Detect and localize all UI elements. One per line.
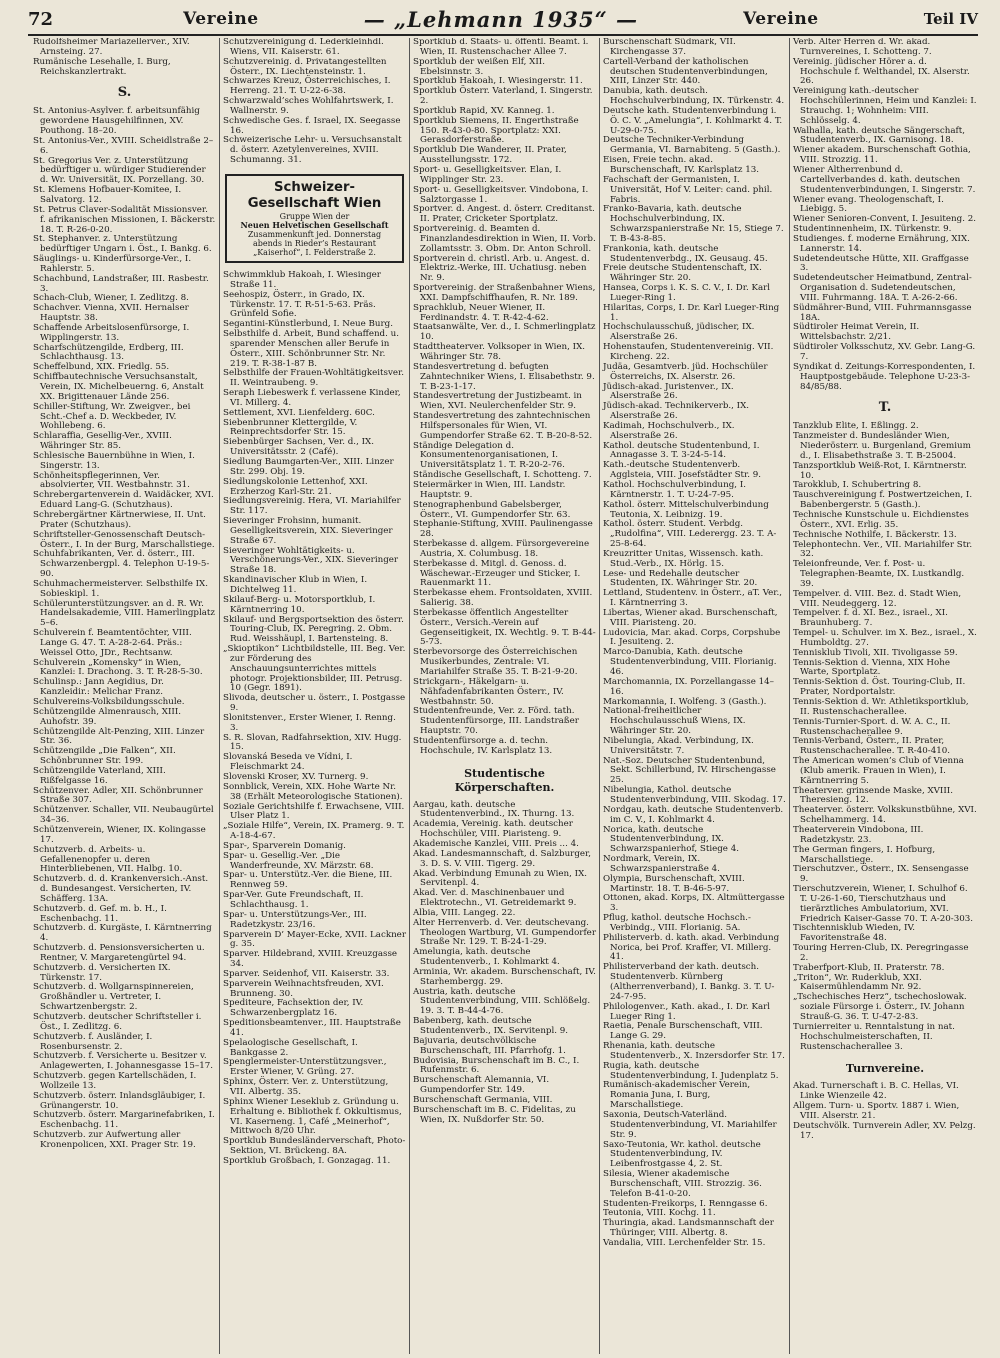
directory-entry: St. Antonius-Ver., XVIII. Scheidlstraße 2–6. [33, 135, 214, 156]
directory-entry: Schrebergärtner Kärtnerwiese, II. Unt. Prater (Schutzhaus). [33, 509, 206, 530]
directory-entry: Verb. Alter Herren d. Wr. akad. Turnvereines, I. Schotteng. 7. [793, 38, 932, 57]
directory-entry: Tauschvereinigung f. Postwertzeichen, I. Babenbergerstr. 5 (Gasth.). [793, 490, 973, 511]
directory-entry: Tarokklub, I. Schubertring 8. [793, 480, 922, 491]
directory-entry: Deutsche Techniker-Verbindung Germania, VI. Barnabiteng. 5 (Gasth.). [603, 135, 781, 156]
advert-line-3: „Kaiserhof“, I. Felderstraße 2. [253, 247, 376, 257]
directory-entry: Burschenschaft im B. C. Fidelitas, zu Wien, IX. Nußdorfer Str. 50. [413, 1104, 576, 1125]
directory-entry: Kadimah, Hochschulverb., IX. Alserstraße 26. [603, 420, 735, 441]
directory-entry: Tanzsportklub Weiß-Rot, I. Kärntnerstr. 10. [793, 460, 967, 481]
directory-entry: Hansea, Corps i. K. S. C. V., I. Dr. Karl Lueger-Ring 1. [603, 283, 771, 303]
directory-entry: Schutzverb. österr. Inlandsgläubiger, I. Grünangerstr. 10. [33, 1090, 206, 1111]
directory-entry: Sparverein D’ Mayer-Ecke, XVII. Lackner g. 35. [223, 929, 406, 950]
directory-entry: Nat.-Soz. Deutscher Studentenbund, Sekt. Schillerbund, IV. Hirschengasse 25. [603, 755, 776, 786]
directory-entry: Tennis-Turnier-Sport. d. W. A. C., II. Rustenschacherallee 9. [793, 716, 951, 737]
directory-entry: Jüdisch-akad. Juristenver., IX. Alserstraße 26. [603, 381, 734, 402]
directory-entry: Settlement, XVI. Lienfelderg. 60C. [223, 407, 375, 418]
directory-entry: Schutzvereinig. d. Privatangestellten Österr., IX. Liechtensteinstr. 1. [223, 56, 387, 77]
directory-entry: Schönheitspflegerinnen, Ver. absolvierter, VII. Westbahnstr. 31. [33, 470, 190, 491]
directory-entry: St. Antonius-Asylver. f. arbeitsunfähig gewordene Hausgehilfinnen, XV. Pouthong. 18–20. [33, 106, 200, 137]
directory-entry: Vereinigung kath.-deutscher Hochschülerinnen, Heim und Kanzlei: I. Strauchg. 1; Wohnheim: VIII. Schlösselg. 4. [793, 86, 977, 126]
directory-entry: Lese- und Redehalle deutscher Studenten, IX. Währinger Str. 20. [603, 568, 758, 589]
directory-entry: Schrebergartenverein d. Waidäcker, XVI. Eduard Lang-G. (Schutzhaus). [33, 490, 214, 511]
directory-entry: Theaterver. grinsende Maske, XVIII. Theresieng. 12. [793, 785, 953, 806]
directory-entry: Sport- u. Geselligkeitsver. Vindobona, I. Salztorgasse 1. [413, 184, 589, 205]
advert-title: Schweizer-Gesellschaft Wien [247, 179, 382, 211]
directory-entry: Schützengilde „Die Falken“, XII. Schönbrunner Str. 199. [33, 746, 176, 767]
directory-entry: The American women’s Club of Vienna (Klub amerik. Frauen in Wien), I. Kärntnerring 5. [793, 756, 964, 786]
directory-entry: St. Klemens Hofbauer-Komitee, I. Salvatorg. 12. [33, 185, 182, 205]
directory-entry: Tennisklub Tivoli, XII. Tivoligasse 59. [793, 647, 958, 658]
directory-entry: Sterbekasse öffentlich Angestellter Österr., Versich.-Verein auf Gegenseitigkeit, IX. Wechtlg. 9. T. B-44-5-73. [413, 607, 596, 648]
directory-entry: Walhalla, kath. deutsche Sängerschaft, Studentenverb., IX. Garnisong. 18. [793, 125, 965, 146]
directory-entry: Schutzverb. d. Arbeits- u. Gefallenenopfer u. deren Hinterbliebenen, VII. Halbg. 10. [33, 844, 183, 875]
directory-entry: Studienges. f. moderne Ernährung, XIX. Lannerstr. 14. [793, 233, 970, 254]
directory-entry: Vandalia, VIII. Lerchenfelder Str. 15. [603, 1237, 766, 1248]
directory-entry: Schützenver. Schaller, VII. Neubaugürtel 34–36. [33, 805, 214, 826]
directory-entry: Kathol. österr. Student. Verbdg. „Rudolfina“, VIII. Lederergg. 23. T. A-25-8-64. [603, 519, 777, 550]
directory-entry: Ständige Delegation d. Konsumentenorganisationen, I. Universitätsplatz 1. T. R-20-2-76. [413, 440, 565, 471]
directory-entry: Strickgarn-, Häkelgarn- u. Nähfadenfabrikanten Österr., IV. Westbahnstr. 50. [413, 676, 564, 707]
directory-entry: Schlaraffia, Gesellig-Ver., XVIII. Währinger Str. 85. [33, 431, 172, 452]
directory-entry: Schützenverein, Wiener, IX. Kolingasse 17. [33, 824, 206, 845]
directory-entry: Kath.-deutsche Studentenverb. Agglsteia, VIII. Josefstädter Str. 9. [603, 460, 762, 481]
directory-entry: Schwarzwald’sches Wohlfahrtswerk, I. Wallnerstr. 9. [223, 96, 394, 116]
directory-entry: Franko-Bavaria, kath. deutsche Hochschulverbindung, IX. Schwarzspanierstraße Nr. 15, Stiege 7. T. B-43-8-85. [603, 204, 784, 244]
directory-entry: Telephontechn. Ver., VII. Mariahilfer Str. 32. [793, 539, 973, 560]
directory-entry: Stadttheaterver. Volksoper in Wien, IX. Währinger Str. 78. [413, 342, 586, 362]
advert-subtitle-2: Neuen Helvetischen Gesellschaft [240, 219, 389, 230]
directory-entry: Südtiroler Volksschutz, XV. Gebr. Lang-G. 7. [793, 342, 976, 362]
column-1 [30, 38, 220, 1354]
directory-entry: Schachbund, Landstraßer, III. Rasbestr. 3. [33, 273, 209, 294]
directory-entry: Wiener akadem. Burschenschaft Gothia, VIII. Strozzig. 11. [793, 145, 971, 166]
directory-entry: Siedlung Baumgarten-Ver., XIII. Linzer Str. 299. Obj. 19. [223, 457, 394, 477]
section-label-right: Vereine [743, 9, 819, 29]
directory-entry: „Soziale Hilfe“, Verein, IX. Pramerg. 9. T. A-18-4-67. [223, 821, 405, 842]
directory-entry: Schiller-Stiftung, Wr. Zweigver., bei Scht.-Chef a. D. Weckbeder, IV. Wohllebeng. 6. [33, 401, 191, 432]
directory-entry: National-freiheitlicher Hochschulausschuß Wiens, IX. Währinger Str. 20. [603, 706, 746, 737]
directory-entry: Schutzverb. d. Pensionsversicherten u. Rentner, V. Margaretengürtel 94. [33, 943, 205, 963]
directory-entry: Academia, Vereinig. kath. deutscher Hochschüler, VIII. Piaristeng. 9. [413, 819, 573, 840]
directory-entry: Philisterverb. d. kath. akad. Verbindung Norica, bei Prof. Kraffer, VI. Millerg. 41. [603, 932, 780, 963]
directory-entry: Spelaologische Gesellschaft, I. Bankgasse 2. [223, 1037, 358, 1058]
directory-entry: Sportvereinig. der Straßenbahner Wiens, XXI. Dampfschiffhaufen, R. Nr. 189. [413, 283, 596, 303]
directory-entry: Sportklub der weißen Elf, XII. Ebelsinnstr. 3. [413, 56, 545, 77]
directory-entry: Rumänisch-akademischer Verein, Romania Juna, I. Burg, Marschallstiege. [603, 1080, 751, 1111]
directory-entry: Schützengilde Vaterland, XIII. Rißfelgasse 16. [33, 765, 166, 786]
directory-entry: Danubia, kath. deutsch. Hochschulverbindung, IX. Türkenstr. 4. [603, 86, 785, 107]
directory-entry: Technische Kunstschule u. Eichdienstes Österr., XVI. Erlig. 35. [793, 509, 969, 530]
directory-entry: Philologenver., Kath. akad., I. Dr. Karl Lueger Ring 1. [603, 1001, 771, 1022]
directory-entry: Nordmark, Verein, IX. Schwarzspanierstraße 4. [603, 854, 720, 874]
directory-entry: Akad. Ver. d. Maschinenbauer und Elektrotechn., VI. Getreidemarkt 9. [413, 888, 577, 909]
directory-entry: Siedlungskolonie Lettenhof, XXI. Erzherzog Karl-Str. 21. [223, 476, 368, 497]
directory-entry: Schiffbautechnische Versuchsanstalt, Verein, IX. Michelbeuerng. 6, Anstalt XX. Brigittenauer Lände 256. [33, 372, 204, 402]
section-label-left: Vereine [183, 9, 259, 29]
directory-entry: „Triton“, Wr. Ruderklub, XXI. Kaisermühlendamm Nr. 92. [793, 972, 922, 993]
directory-entry: Schutzverb. d. Kurgäste, I. Kärntnerring 4. [33, 923, 212, 944]
advert-line-1: Zusammenkunft jed. Donnerstag [247, 229, 382, 239]
directory-entry: Saxonia, Deutsch-Vaterländ. Studentenverbindung, VI. Mariahilfer Str. 9. [603, 1109, 777, 1140]
directory-entry: Sparverein Weihnachtsfreuden, XVI. Brunneng. 30. [223, 978, 384, 999]
directory-entry: Skilauf- und Bergsportsektion des österr. Touring-Club, IX. Peregring. 2. Obm. Rud. Weisshäupl, I. Bartensteing. 8. [223, 614, 404, 645]
directory-entry: Spediteure, Fachsektion der, IV. Schwarzenbergplatz 16. [223, 998, 364, 1019]
directory-entry: Kathol. deutsche Studentenbund, I. Annagasse 3. T. 3-24-5-14. [603, 440, 760, 461]
directory-entry: Ottonen, akad. Korps, IX. Altmüttergasse 3. [603, 893, 785, 914]
directory-entry: Selbsthilfe der Frauen-Wohltätigkeitsver. II. Weintraubeng. 9. [223, 368, 405, 389]
directory-entry: Deutsche kath. Studentenverbindung i. Ö. C. V. „Amelungia“, I. Kohlmarkt 4. T. U-29-0-75. [603, 105, 783, 136]
directory-entry: Sphinx Wiener Leseklub z. Gründung u. Erhaltung e. Bibliothek f. Okkultismus, VI. Kaserneng. 1, Café „Meinerhof“, Mittwoch 8/20 Uhr. [223, 1096, 402, 1137]
column-2 [220, 38, 410, 1354]
directory-entry: Turnierreiter u. Renntalstung in nat. Hochschulmeisterschaften, II. Rustenschacherallee 3. [793, 1021, 955, 1052]
advert-subtitle-1: Gruppe Wien der [279, 211, 350, 221]
directory-entry: Hilaritas, Corps, I. Dr. Karl Lueger-Ring 1. [603, 302, 780, 323]
directory-entry: Schulinsp.: Jann Aegidius, Dr. Kanzleidir.: Melichar Franz. [33, 677, 164, 698]
directory-entry: Südmährer-Bund, VIII. Fuhrmannsgasse 18A. [793, 302, 972, 323]
directory-entry: „Skioptikon“ Lichtbildstelle, III. Beg. Ver. zur Förderung des Anschauungsunterrichtes mittels photogr. Projektionsbilder, III. Petrusg. 10 (Gegr. 1891). [223, 644, 406, 694]
directory-entry: Tischtennisklub Wieden, IV. Favoritenstraße 48. [793, 923, 915, 944]
directory-entry: Sonnblick, Verein, XIX. Hohe Warte Nr. 38 (Erhält Meteorologische Stationen). [223, 781, 403, 802]
directory-entry: Tempelver. f. d. XI. Bez., israel., XI. Braunhuberg. 7. [793, 608, 948, 629]
directory-entry: Slovanská Beseda ve Vídni, I. Fleischmarkt 24. [223, 752, 353, 773]
directory-entry: Traberfport-Klub, II. Praterstr. 78. [793, 962, 945, 973]
directory-entry: Schützenver. Adler, XII. Schönbrunner Straße 307. [33, 785, 203, 806]
directory-entry: Studenten-Freikorps, I. Renngasse 6. [603, 1198, 768, 1209]
directory-entry: Teutonia, VIII. Kochg. 11. [603, 1208, 716, 1219]
directory-entry: Spar- u. Unterstütz.-Ver. die Biene, III. Rennweg 59. [223, 870, 393, 891]
directory-entry: Syndikat d. Zeitungs-Korrespondenten, I. Hauptpostgebäude. Telephone U-23-3-84/85/88. [793, 361, 976, 392]
directory-entry: Stephanie-Stiftung, XVIII. Paulinengasse 28. [413, 519, 593, 540]
directory-entry: Akad. Landesmannschaft, d. Salzburger, 3. D. S. V. VIII. Tigerg. 29. [413, 848, 591, 869]
directory-entry: Tempel- u. Schulver. im X. Bez., israel., X. Humboldtg. 27. [793, 628, 977, 648]
directory-entry: Fachschaft der Germanisten, I. Universität, Hof V. Leiter: cand. phil. Fabris. [603, 174, 773, 205]
directory-entry: St. Stephanver. z. Unterstützung bedürftiger Ungarn i. Öst., I. Bankg. 6. [33, 234, 212, 255]
directory-entry: Kreuzritter Unitas, Wissensch. kath. Stud.-Verb., IX. Hörlg. 15. [603, 548, 764, 569]
column-3 [410, 38, 600, 1354]
directory-entry: Nordgau, kath. deutsche Studentenverb. im C. V., I. Kohlmarkt 4. [603, 804, 784, 825]
directory-entry: Tanzmeister d. Bundesländer Wien, Niederösterr. u. Burgenland, Gremium d., I. Elisabethstraße 3. T. B-25004. [793, 431, 971, 461]
directory-entry: Schutzverb. f. Versicherte u. Besitzer v. Anlagewerten, I. Johannesgasse 15–17. [33, 1051, 214, 1072]
directory-entry: „Tschechisches Herz“, tschechoslowak. soziale Fürsorge i. Österr., IV. Johann Strauß-G. 36. T. U-47-2-83. [793, 992, 967, 1022]
directory-entry: Schützengilde Almenrausch, XIII. Auhofstr. 39. [33, 706, 182, 727]
directory-entry: Sterbekasse ehem. Frontsoldaten, XVIII. Salierig. 38. [413, 588, 593, 609]
directory-entry: Sportverein d. christl. Arb. u. Angest. d. Elektriz.-Werke, III. Uchatiusg. neben Nr. 9. [413, 253, 590, 284]
directory-entry: Nibelungia, Kathol. deutsche Studentenverbindung, VIII. Skodag. 17. [603, 785, 786, 805]
directory-entry: Tennis-Sektion d. Vienna, XIX Hohe Warte, Sportplatz. [793, 657, 950, 678]
directory-entry: Teleionfreunde, Ver. f. Post- u. Telegraphen-Beamte, IX. Lustkandlg. 39. [793, 559, 965, 589]
directory-entry: Schutzverb. gegen Kartellschäden, I. Wollzeile 13. [33, 1071, 197, 1091]
directory-entry: Sportklub Hakoah, I. Wiesingerstr. 11. [413, 76, 583, 87]
directory-entry: Frankonia, kath. deutsche Studentenverbdg., IX. Geusaug. 45. [603, 243, 768, 264]
directory-entry: Touring Herren-Club, IX. Peregringasse 2. [793, 943, 969, 963]
directory-entry: Burschenschaft Alemannia, VI. Gumpendorfer Str. 149. [413, 1075, 550, 1096]
directory-entry: Selbsthilfe d. Arbeit, Bund schaffend. u. sparender Menschen aller Berufe in Österr., XIII. Schönbrunner Str. Nr. 219. T. R-38-1-87 B. [223, 329, 400, 369]
directory-entry: Studentenfürsorge a. d. techn. Hochschule, IV. Karlsplatz 13. [413, 735, 553, 756]
directory-entry: Akad. Turnerschaft i. B. C. Hellas, VI. Linke Wienzeile 42. [793, 1081, 959, 1102]
directory-entry: Theaterver. österr. Volkskunstbühne, XVI. Schelhammerg. 14. [793, 805, 977, 826]
part-label: Teil IV [923, 10, 978, 28]
directory-entry: Sieveringer Frohsinn, humanit. Geselligkeitsverein, XIX. Sieveringer Straße 67. [223, 516, 393, 546]
directory-entry: Sportvereinig. d. Beamten d. Finanzlandesdirektion in Wien, II. Vorb. Zollamtsstr. 3. Obm. Dr. Anton Schroll. [413, 224, 596, 254]
directory-entry: Wiener Altherrenbund d. Cartellverbandes d. kath. deutschen Studentenverbindungen, I. Singerstr. 7. [793, 164, 976, 195]
directory-entry: Schwedische Ges. f. Israel, IX. Seegasse 16. [223, 115, 401, 136]
directory-entry: Schutzverb. zur Aufwertung aller Kronenpolicen, XXI. Prager Str. 19. [33, 1130, 196, 1150]
directory-entry: Arminia, Wr. akadem. Burschenschaft, IV. Starhembergg. 29. [413, 966, 596, 987]
directory-entry: Schülerunterstützungsver. an d. R. Wr. Handelsakademie, VIII. Hamerlingplatz 5–6. [33, 598, 215, 629]
directory-entry: Thuringia, akad. Landsmannschaft der Thüringer, VIII. Albertg. 8. [603, 1218, 774, 1239]
directory-entry: Ständische Gesellschaft, I. Schotteng. 7. [413, 470, 592, 481]
column-4 [600, 38, 790, 1354]
directory-entry: Marchomannia, IX. Porzellangasse 14–16. [603, 676, 775, 697]
directory-entry: Spenglermeister-Unterstützungsver., Erster Wiener, V. Grüng. 27. [223, 1057, 387, 1078]
directory-entry: Wiener Senioren-Convent, I. Jesuiteng. 2. [793, 214, 977, 225]
section-heading-t: T. [878, 400, 892, 416]
directory-entry: Seraph Liebeswerk f. verlassene Kinder, VI. Millerg. 4. [223, 388, 401, 408]
directory-entry: Lettland, Studentenv. in Österr., aT. Ver., I. Kärntnerring 3. [603, 588, 783, 609]
directory-entry: Sportklub Großbach, I. Gonzagag. 11. [223, 1155, 391, 1166]
directory-entry: Silesia, Wiener akademische Burschenschaft, VIII. Strozzig. 36. Telefon B-41-0-20. [603, 1169, 762, 1199]
directory-entry: Sterbekasse d. Mitgl. d. Genoss. d. Wäschewar.-Erzeuger und Sticker, I. Rauenmarkt 11. [413, 558, 581, 589]
directory-entry: Amelungia, kath. deutsche Studentenverb., I. Kohlmarkt 4. [413, 947, 560, 968]
directory-entry: Theaterverein Vindobona, III. Radetzkystr. 23. [793, 824, 924, 845]
directory-entry: Hohenstaufen, Studentenvereinig. VII. Kircheng. 22. [603, 342, 774, 362]
section-heading-s: S. [117, 85, 132, 101]
directory-entry: Schutzverb. österr. Margarinefabriken, I. Eschenbachg. 11. [33, 1110, 215, 1131]
directory-entry: Sphinx, Österr. Ver. z. Unterstützung, VII. Albertg. 35. [223, 1077, 389, 1097]
directory-entry: Libertas, Wiener akad. Burschenschaft, VIII. Piaristeng. 20. [603, 607, 778, 628]
directory-entry: Slivoda, deutscher u. österr., I. Postgasse 9. [223, 693, 406, 714]
directory-entry: Akad. Verbindung Emunah zu Wien, IX. Servitenpl. 4. [413, 868, 588, 889]
directory-entry: Standesvertretung des zahntechnischen Hilfspersonales für Wien, VI. Gumpendorfer Straße 62. T. B-20-8-52. [413, 411, 593, 441]
directory-entry: Tierschutzverein, Wiener, I. Schulhof 6. T. U-26-1-60, Tierschutzhaus und tierärztliches Ambulatorium, XVI. Friedrich Kaiser-Gasse 70. T. A-20-303. [793, 884, 974, 924]
directory-entry: Schwimmklub Hakoah, I. Wiesinger Straße 11. [223, 269, 381, 290]
advert-line-2: abends in Rieder’s Restaurant [253, 238, 376, 248]
directory-entry: Studentenfreunde, Ver. z. Förd. tath. Studentenfürsorge, III. Landstraßer Hauptstr. 70. [413, 706, 579, 737]
directory-entry: Sportklub Bundesländerverschaft, Photo-Sektion, VI. Brückeng. 8A. [223, 1136, 406, 1157]
directory-entry: Babenberg, kath. deutsche Studentenverb., IX. Servitenpl. 9. [413, 1016, 569, 1036]
directory-entry: Soziale Gerichtshilfe f. Erwachsene, VIII. Ulser Platz 1. [223, 801, 405, 822]
directory-entry: Saxo-Teutonia, Wr. kathol. deutsche Studentenverbindung, IV. Leibenfrostgasse 4, 2. St. [603, 1139, 761, 1170]
directory-entry: Sparver. Seidenhof, VII. Kaiserstr. 33. [223, 968, 390, 979]
directory-entry: Skandinavischer Klub in Wien, I. Dichtelweg 11. [223, 575, 368, 595]
directory-entry: Schriftsteller-Genossenschaft Deutsch-Österr., I. In der Burg, Marschallstiege. [33, 529, 215, 550]
directory-entry: Sudetendeutscher Heimatbund, Zentral-Organisation d. Sudetendeutschen, VIII. Fuhrmanng. 18A. T. A-26-2-66. [793, 273, 972, 303]
directory-entry: Ludovicia, Mar. akad. Corps, Corpshube I. Jesuiteng. 2. [603, 627, 781, 648]
directory-entry: Norica, kath. deutsche Studentenverbindung, IX. Schwarzspanierhof, Stiege 4. [603, 824, 739, 855]
directory-entry: Standesvertretung der Justizbeamt. in Wien, XVI. Neulerchenfelder Str. 9. [413, 391, 582, 412]
page-number: 72 [28, 8, 54, 30]
directory-entry: Standesvertretung d. befugten Zahntechniker Wiens, I. Elisabethstr. 9. T. B-23-1-17. [413, 361, 595, 392]
page-header [28, 4, 978, 36]
directory-entry: Siebenbrunner Klettergilde, V. Reinprechtsdorfer Str. 15. [223, 417, 358, 438]
directory-entry: Segantini-Künstlerbund, I. Neue Burg. [223, 319, 394, 330]
directory-entry: Sport- u. Geselligkeitsver. Elan, I. Wipplinger Str. 23. [413, 164, 562, 185]
directory-entry: Schachver. Vienna, XVII. Hernalser Hauptstr. 38. [33, 303, 189, 324]
directory-entry: Schutzvereinigung d. Lederkleinhdl. Wiens, VII. Kaiserstr. 61. [223, 38, 384, 57]
directory-entry: Schutzverb. d. Gef. m. b. H., I. Eschenbachg. 11. [33, 903, 167, 924]
directory-entry: Schach-Club, Wiener, I. Zedlitzg. 8. [33, 293, 189, 304]
directory-columns [30, 38, 980, 1354]
directory-entry: Scharfschützengilde, Erdberg, III. Schlachthausg. 13. [33, 342, 184, 363]
directory-entry: Speditionsbeamtenver., III. Hauptstraße 41. [223, 1018, 401, 1038]
directory-entry: Schlesische Bauernbühne in Wien, I. Singerstr. 13. [33, 450, 195, 471]
directory-entry: Slovenski Kroser, XV. Turnerg. 9. [223, 772, 369, 782]
directory-entry: Hochschulausschuß, jüdischer, IX. Alserstraße 26. [603, 322, 755, 343]
directory-entry: Rhenania, kath. deutsche Studentenverb., X. Inzersdorfer Str. 17. [603, 1041, 785, 1061]
directory-entry: Schaffende Arbeitslosenfürsorge, I. Wipplingerstr. 13. [33, 322, 190, 343]
directory-entry: Spar-, Sparverein Domanig. [223, 840, 346, 851]
directory-entry: Schulvereins-Volksbildungsschule. [33, 697, 185, 707]
directory-entry: Burschenschaft Germania, VIII. [413, 1094, 553, 1105]
directory-entry: Deutschvölk. Turnverein Adler, XV. Pelzg. 17. [793, 1120, 976, 1141]
directory-entry: Tennis-Sektion d. Wr. Athletiksportklub, II. Rustenschacherallee. [793, 697, 969, 717]
directory-entry: Raetia, Penale Burschenschaft, VIII. Lange G. 29. [603, 1021, 763, 1042]
directory-entry: Spar- u. Unterstützungs-Ver., III. Radetzkystr. 23/16. [223, 909, 367, 930]
directory-entry: Markomannia, I. Wolfeng. 3 (Gasth.). [603, 696, 767, 707]
directory-entry: Scheffelbund, XIX. Friedlg. 55. [33, 362, 170, 373]
directory-entry: Kathol. Hochschulverbindung, I. Kärntnerstr. 1. T. U-24-7-95. [603, 479, 747, 500]
directory-entry: Eisen, Freie techn. akad. Burschenschaft, IV. Karlsplatz 13. [603, 155, 760, 175]
directory-entry: Austria, kath. deutsche Studentenverbindung, VIII. Schlößelg. 19. 3. T. B-44-4-76. [413, 986, 591, 1017]
directory-entry: Sportklub d. Staats- u. öffentl. Beamt. i. Wien, II. Rustenschacher Allee 7. [413, 38, 589, 57]
directory-entry: Allgem. Turn- u. Sportv. 1887 i. Wien, VIII. Alserstr. 21. [793, 1101, 960, 1121]
directory-entry: Säuglings- u. Kinderfürsorge-Ver., I. Rahlerstr. 5. [33, 254, 192, 274]
directory-entry: Schutzverb. f. Ausländer, I. Rosenbursenstr. 2. [33, 1031, 153, 1052]
directory-entry: Siedlungsvereinig. Hera, VI. Mariahilfer Str. 117. [223, 496, 401, 517]
group-heading-turnvereine: Turnvereine. [845, 1062, 925, 1076]
directory-entry: Sportklub Rapid, XV. Kanneg. 1. [413, 105, 555, 116]
directory-entry: Studentinnenheim, IX. Türkenstr. 9. [793, 224, 952, 235]
directory-entry: Schuhmachermeisterver. Selbsthilfe IX. Sobieskipl. 1. [33, 578, 208, 599]
directory-entry: Südtiroler Heimat Verein, II. Wittelsbachstr. 2/21. [793, 322, 920, 343]
subsection-heading-student-bodies: Studentische Körperschaften. [454, 766, 555, 794]
directory-entry: Steiermärker in Wien, III. Landstr. Hauptstr. 9. [413, 479, 566, 500]
directory-entry: Siebenbürger Sachsen, Ver. d., IX. Universitätsstr. 2 (Café). [223, 437, 374, 458]
directory-entry: Schutzverb. d. Wollgarnspinnereien, Großhändler u. Vertreter, I. Schwartzenbergstr. 2. [33, 982, 194, 1013]
directory-entry: Schulverein „Komensky“ in Wien, Kanzlei: I. Drachong. 3. T. R-28-5-30. [33, 657, 203, 678]
directory-entry: Rugia, kath. deutsche Studentenverbindung, I. Judenplatz 5. [603, 1060, 779, 1081]
directory-entry: Tierschutzver., Österr., IX. Sensengasse 9. [793, 864, 969, 885]
directory-entry: Technische Nothilfe, I. Bäckerstr. 13. [793, 529, 957, 540]
directory-entry: Sterbevorsorge des Österreichischen Musikerbundes, Zentrale: VI. Mariahilfer Straße 35. T. B-21-9-20. [413, 647, 578, 677]
directory-entry: Kathol. österr. Mittelschulverbindung Teutonia, X. Leibnizg. 19. [603, 499, 769, 520]
directory-entry: Cartell-Verband der katholischen deutschen Studentenverbindungen, XIII, Linzer Str. 440. [603, 56, 768, 87]
directory-entry: The German fingers, I. Hofburg, Marschallstiege. [793, 844, 936, 865]
directory-entry: Slonitstenver., Erster Wiener, I. Renng. 3. [223, 712, 396, 733]
directory-entry: Sportklub Österr. Vaterland, I. Singerstr. 2. [413, 86, 593, 107]
directory-entry: Sparver. Hildebrand, XVIII. Kreuzgasse 34. [223, 949, 398, 970]
directory-entry: Wiener evang. Theologenschaft, I. Liebigg. 5. [793, 194, 944, 215]
directory-entry: Sprachklub, Neuer Wiener, II. Ferdinandstr. 4. T. R-42-4-62. [413, 302, 549, 323]
directory-entry: Sportklub Siemens, II. Engerthstraße 150. R-43-0-80. Sportplatz: XXI. Gerasdorferstraße. [413, 115, 579, 146]
directory-entry: Freie deutsche Studentenschaft, IX. Währinger Str. 20. [603, 263, 762, 284]
directory-entry: Burschenschaft Südmark, VII. Kirchengasse 37. [603, 38, 736, 57]
directory-entry: Tennis-Verband, Österr., II. Prater, Rustenschacherallee. T. R-40-410. [793, 736, 951, 757]
directory-entry: Sieveringer Wohltätigkeits- u. Verschönerungs-Ver., XIX. Sieveringer Straße 18. [223, 545, 399, 576]
directory-entry: Schutzverb. d. d. Krankenversich.-Anst. d. Bundesangest. Versicherten, IV. Schäfferg. 13A. [33, 874, 209, 904]
directory-entry: Seehospiz, Österr., in Grado, IX. Türkenstr. 17. T. R-51-5-63. Präs. Grünfeld Sofie. [223, 289, 376, 320]
directory-entry: Budovisia, Burschenschaft im B. C., I. Rufenmstr. 6. [413, 1055, 580, 1076]
directory-entry: Sterbekasse d. allgem. Fürsorgevereine Austria, X. Columbusg. 18. [413, 539, 590, 559]
directory-entry: Sudetendeutsche Hütte, XII. Graffgasse 3. [793, 253, 969, 274]
directory-entry: Spar-Ver. Gute Freundschaft, II. Schlachthausg. 1. [223, 890, 364, 910]
directory-entry: Schuhfabrikanten, Ver. d. österr., III. Schwarzenbergpl. 4. Telephon U-19-5-90. [33, 549, 210, 580]
directory-entry: Albia, VIII. Langeg. 22. [413, 907, 516, 918]
directory-entry: Olympia, Burschenschaft, XVIII. Martinstr. 18. T. B-46-5-97. [603, 873, 745, 894]
directory-entry: Vereinig. jüdischer Hörer a. d. Hochschule f. Welthandel, IX. Alserstr. 26. [793, 56, 970, 87]
book-title: — „Lehmann 1935“ — [363, 6, 638, 32]
directory-entry: Spar- u. Gesellig.-Ver. „Die Wanderfreunde, XV. Märzstr. 68. [223, 850, 374, 871]
directory-entry: Schutzverb. d. Versicherten IX. Türkenstr. 17. [33, 962, 171, 983]
directory-entry: Aargau, kath. deutsche Studentenverbind., IX. Thurng. 13. [413, 799, 575, 820]
directory-entry: Alter Herrenverb. d. Ver. deutschevang. Theologen Wartburg, VI. Gumpendorfer Straße Nr. 129. T. B-24-1-29. [413, 917, 596, 948]
directory-entry: Sportver. d. Angest. d. österr. Creditanst. II. Prater, Cricketer Sportplatz. [413, 204, 595, 225]
directory-entry: Schutzverb. deutscher Schriftsteller i. Öst., I. Zedlitzg. 6. [33, 1012, 202, 1032]
directory-entry: Akademische Kanzlei, VIII. Preis ... 4. [413, 838, 579, 849]
directory-entry: St. Petrus Claver-Sodalität Missionsver. f. afrikanischen Missionen, I. Bäckerstr. 18. T. R-26-0-20. [33, 204, 216, 235]
directory-entry: Tempelver. d. VIII. Bez. d. Stadt Wien, VIII. Neudeggerg. 12. [793, 588, 962, 609]
directory-entry: Schweizerische Lehr- u. Versuchsanstalt d. österr. Azetylenvereines, XVIII. Schumanng. 31. [223, 135, 402, 166]
directory-entry: Tennis-Sektion d. Öst. Touring-Club, II. Prater, Nordportalstr. [793, 677, 966, 698]
directory-entry: Schwarzes Kreuz, Österreichisches, I. Herreng. 21. T. U-22-6-38. [223, 76, 391, 97]
directory-entry: S. R. Slovan, Radfahrsektion, XIV. Hugg. 15. [223, 732, 402, 753]
directory-entry: Rudolfsheimer Mariazellerver., XIV. Arnsteing. 27. [33, 38, 190, 57]
directory-entry: St. Gregorius Ver. z. Unterstützung bedürftiger u. würdiger Studierender d. Wr. Universität, IX. Porzellang. 30. [33, 155, 206, 186]
directory-entry: Jüdisch-akad. Technikerverb., IX. Alserstraße 26. [603, 401, 750, 422]
directory-entry: Nibelungia, Akad. Verbindung, IX. Universitätstr. 7. [603, 735, 754, 756]
directory-entry: Rumänische Lesehalle, I. Burg, Reichskanzlertrakt. [33, 56, 171, 77]
advert-box [225, 174, 404, 263]
directory-entry: Stenographenbund Gabelsberger, Österr., VI. Gumpendorfer Str. 63. [413, 499, 571, 520]
directory-entry: Philisterverband der kath. deutsch. Studentenverb. Kürnberg (Altherrenverband), I. Bankg. 3. T. U-24-7-95. [603, 962, 775, 1002]
directory-entry: Pflug, kathol. deutsche Hochsch.-Verbindg., VIII. Florianig. 5A. [603, 913, 751, 933]
directory-entry: Bajuvaria, deutschvölkische Burschenschaft, III. Pfarrhofg. 1. [413, 1035, 566, 1056]
directory-entry: Judäa, Gesamtverb. jüd. Hochschüler Österreichs, IX. Alserstr. 26. [603, 361, 768, 382]
directory-entry: Schulverein f. Beamtentöchter, VIII. Lange G. 47. T. A-28-2-64. Präs.: Weissel Otto, JDr., Rechtsanw. [33, 628, 192, 658]
directory-entry: Schützengilde Alt-Penzing, XIII. Linzer Str. 36. [33, 726, 205, 747]
directory-entry: Staatsanwälte, Ver. d., I. Schmerlingplatz 10. [413, 322, 596, 343]
directory-entry: Marco-Danubia, Kath. deutsche Studentenverbindung, VIII. Florianig. 46. [603, 647, 777, 677]
column-5 [790, 38, 980, 1354]
directory-entry: Sportklub Die Wanderer, II. Prater, Ausstellungsstr. 172. [413, 145, 567, 166]
directory-entry: Tanzklub Elite, I. Eßlingg. 2. [793, 421, 919, 432]
directory-entry: Skilauf-Berg- u. Motorsportklub, I. Kärntnerring 10. [223, 594, 376, 615]
